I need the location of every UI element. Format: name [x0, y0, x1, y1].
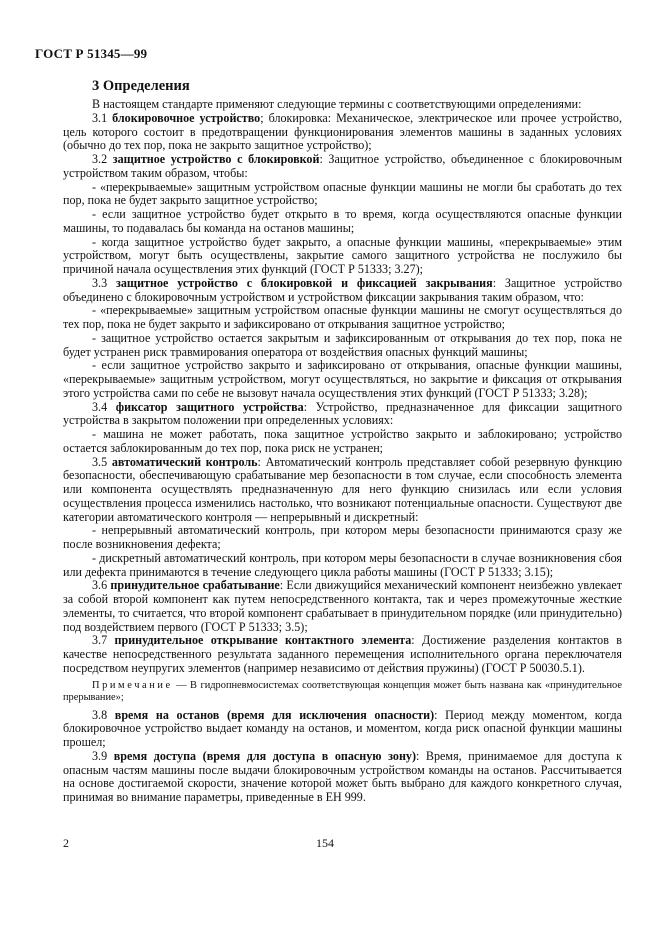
definition-bullet: [63, 552, 622, 580]
definition-text: - дискретный автоматический контроль, при котором меры безопасности в случае возникновения сбоя или дефекта принимаются в течение следующего цикла работы машины (ГОСТ Р 51333; 3.15);: [63, 550, 622, 579]
definition-item: [63, 750, 622, 805]
definition-item: [63, 709, 622, 750]
definition-number: 3.5: [92, 454, 108, 469]
definition-text: : Время, принимаемое для доступа к опасным частям машины после выдачи блокировочным устройством команды на останов. Рассчитывается на основе достигаемой скорости, значение которой может быть выбрано для каждого конкретного случая, принимая во внимание параметры, приведенные в ЕН 999.: [63, 748, 622, 804]
definition-bullet: [63, 208, 622, 236]
definition-term: фиксатор защитного устройства: [115, 399, 304, 414]
section-title: 3 Определения: [92, 78, 190, 94]
definition-term: время на останов (время для исключения опасности): [114, 707, 435, 722]
definition-item: [63, 456, 622, 525]
definition-text: - когда защитное устройство будет закрыто, а опасные функции машины, «перекрываемые» этим устройством, могут быть осуществлены, закрытие самого защитного устройства не послужило бы причиной начала осуществления этих функций (ГОСТ Р 51333; 3.27);: [63, 234, 622, 276]
definition-text: : Защитное устройство объединено с блокировочным устройством и устройством фиксации закрывания таким образом, что:: [63, 275, 622, 304]
definition-term: автоматический контроль: [111, 454, 258, 469]
definition-bullet: [63, 428, 622, 456]
definitions-list: [63, 112, 622, 676]
document-body: [63, 98, 622, 805]
definition-term: защитное устройство с блокировкой: [112, 152, 320, 166]
sheet-number: 154: [316, 836, 334, 850]
intro-paragraph: В настоящем стандарте применяют следующие термины с соответствующими определениями:: [92, 97, 582, 111]
definition-text: : Достижение разделения контактов в качестве непосредственного результата заданного перемещения исполнительного органа переключателя посредством неупругих элементов (например независимо от действия пружины) (ГОСТ Р 50030.5.1).: [63, 633, 622, 675]
note-paragraph: [63, 680, 622, 705]
definition-bullet: [63, 332, 622, 360]
definition-number: 3.2: [92, 152, 108, 166]
definition-number: 3.6: [92, 578, 108, 593]
definition-bullet: [63, 304, 622, 332]
definitions-list-after-note: [63, 709, 622, 805]
definition-text: : Устройство, предназначенное для фиксации защитного устройства в закрытом положении при определенных условиях:: [63, 399, 623, 428]
definition-bullet: [63, 524, 622, 552]
definition-text: - если защитное устройство будет открыто в то время, когда осуществляются опасные функции машины, то подавалась бы команда на останов машины;: [63, 207, 622, 235]
definition-text: : Защитное устройство, объединенное с блокировочным устройством таким образом, чтобы:: [63, 152, 622, 180]
document-id-header: ГОСТ Р 51345—99: [35, 46, 148, 61]
definition-number: 3.8: [92, 707, 108, 722]
definition-item: [63, 112, 622, 153]
definition-item: [63, 401, 622, 429]
definition-text: - «перекрываемые» защитным устройством опасные функции машины не смогут осуществляться до тех пор, пока не будет закрыто и зафиксировано от открывания защитное устройство;: [63, 303, 622, 331]
definition-term: блокировочное устройство: [112, 110, 261, 125]
definition-item: [63, 153, 622, 181]
definition-text: - защитное устройство остается закрытым и зафиксированным от открывания до тех пор, пока не будет устранен риск травмирования оператора от воздействия опасных функций машины;: [63, 330, 622, 359]
definition-number: 3.9: [92, 748, 108, 763]
definition-number: 3.4: [92, 399, 108, 414]
definition-text: : Если движущийся механический компонент неизбежно увлекает за собой второй компонент как путем непосредственного контакта, так и через промежуточные жесткие элементы, то считается, что второй компонент срабатывает в принудительном порядке (или принудительно) под воздействием первого (ГОСТ Р 51333; 3.5);: [63, 578, 622, 634]
note-text: — В гидропневмосистемах соответствующая концепция может быть названа как «принудительное прерывание»;: [63, 679, 622, 703]
definition-text: : Период между моментом, когда блокировочное устройство выдает команду на останов, и моментом, когда риск опасной функции машины прошел;: [63, 707, 622, 749]
definition-item: [63, 634, 622, 675]
definition-term: принудительное открывание контактного элемента: [114, 633, 412, 648]
definition-number: 3.3: [92, 275, 108, 290]
definition-term: принудительное срабатывание: [110, 578, 280, 593]
definition-text: - непрерывный автоматический контроль, при котором меры безопасности принимаются сразу же после возникновения дефекта;: [63, 523, 622, 551]
definition-bullet: [63, 236, 622, 277]
definition-term: защитное устройство с блокировкой и фиксацией закрывания: [115, 275, 493, 290]
definition-number: 3.7: [92, 633, 108, 648]
definition-text: - «перекрываемые» защитным устройством опасные функции машины не могли бы сработать до тех пор, пока не будет закрыто защитное устройство;: [63, 179, 622, 208]
definition-text: ; блокировка: Механическое, электрическое или прочее устройство, цель которого состоит в предотвращении функционирования элементов машины в заданных условиях (обычно до тех пор, пока не закрыто защитное устройство);: [63, 110, 622, 153]
definition-text: : Автоматический контроль представляет собой резервную функцию безопасности, обеспечивающую срабатывание мер безопасности в том случае, если способность элемента или компонента осуществлять предназначенную для него функцию снизилась или если условия осуществления процесса изменились настолько, что возникают потенциальные опасности. Существуют две категории автоматического контроля — непрерывный и дискретный:: [63, 454, 623, 524]
definition-item: [63, 277, 622, 305]
definition-number: 3.1: [92, 110, 108, 125]
definition-text: - если защитное устройство закрыто и зафиксировано от открывания, опасные функции машины, «перекрываемые» защитным устройством, могут осуществляться, но закрытие и фиксация от открывания этого устройства сами по себе не вызовут начала осуществления этих функций (ГОСТ Р 51333; 3.28);: [63, 358, 622, 400]
definition-text: - машина не может работать, пока защитное устройство закрыто и заблокировано; устройство остается заблокированным до тех пор, пока риск не устранен;: [63, 427, 622, 455]
definition-item: [63, 579, 622, 634]
note-label: Примечание: [92, 679, 173, 691]
definition-bullet: [63, 359, 622, 400]
definition-term: время доступа (время для доступа в опасную зону): [113, 748, 416, 763]
page-number: 2: [63, 836, 69, 850]
definition-bullet: [63, 181, 622, 209]
